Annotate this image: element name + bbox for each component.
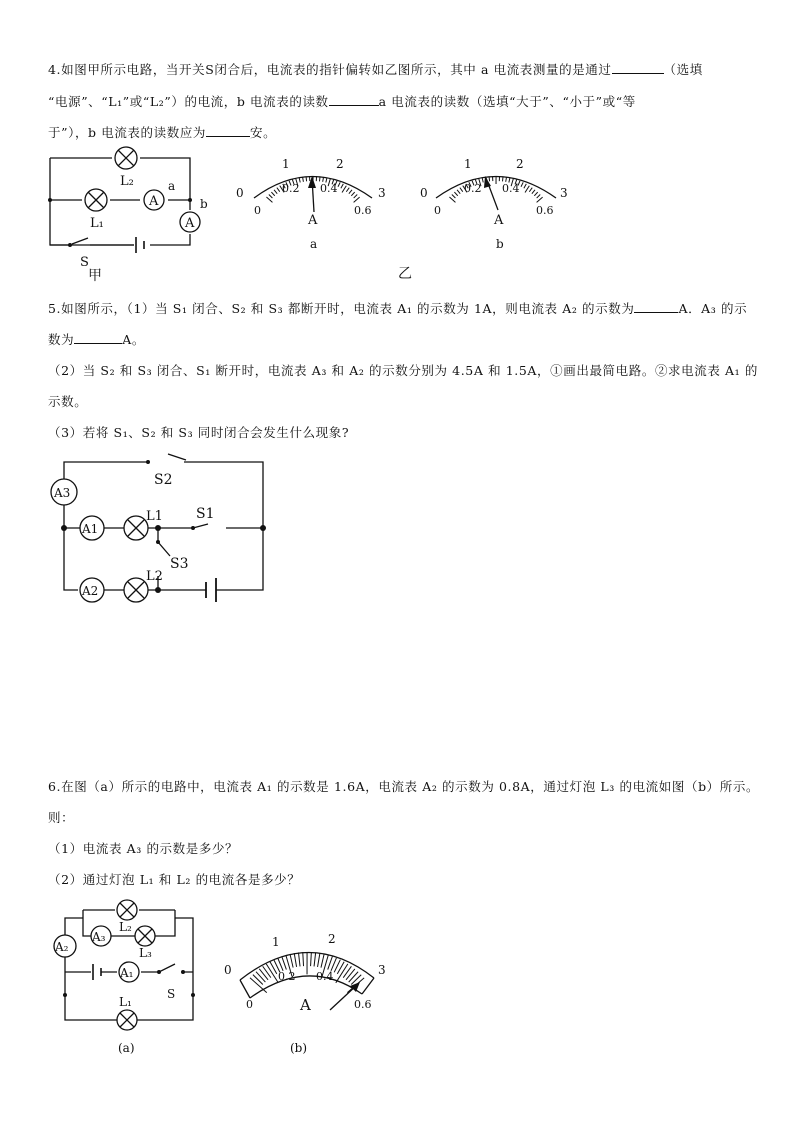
tick-outer-1: 1 bbox=[464, 157, 472, 171]
scale-tick bbox=[343, 966, 351, 977]
scale-tick bbox=[328, 956, 333, 969]
q4-meter-a bbox=[232, 150, 386, 255]
switch-s2-label: S2 bbox=[154, 472, 173, 488]
q5-text-1a: 5.如图所示，（1）当 S₁ 闭合、S₂ 和 S₃ 都断开时，电流表 A₁ 的示数为 1A，则电流表 A₂ 的示数为 bbox=[48, 301, 635, 316]
scale-tick bbox=[290, 954, 293, 968]
scale-tick bbox=[351, 192, 354, 196]
battery-icon bbox=[206, 578, 216, 602]
scale-tick bbox=[346, 969, 355, 980]
fig-yi-caption: 乙 bbox=[398, 266, 412, 282]
meter-a-unit: A bbox=[308, 213, 318, 228]
ammeter-a3-label: A3 bbox=[54, 486, 71, 500]
tick-inner-0: 0 bbox=[254, 204, 261, 217]
switch-s1-label: S1 bbox=[196, 506, 215, 522]
tick-inner-0: 0 bbox=[246, 998, 253, 1011]
meter-a-caption: a bbox=[310, 237, 318, 251]
lamp-l2-label: L₂ bbox=[120, 174, 134, 189]
tick-outer-2: 2 bbox=[516, 157, 524, 171]
scale-tick bbox=[525, 186, 529, 193]
scale-tick bbox=[263, 966, 271, 977]
q5-line-2 bbox=[48, 330, 145, 348]
meter-unit: A bbox=[300, 996, 311, 1014]
scale-tick bbox=[502, 176, 503, 181]
tick-inner-2: 0.4 bbox=[502, 182, 520, 195]
scale-tick bbox=[319, 176, 320, 181]
q4-line-3 bbox=[48, 123, 276, 141]
scale-tick bbox=[532, 190, 535, 194]
scale-tick bbox=[256, 972, 265, 982]
q4-blank-2[interactable] bbox=[329, 93, 379, 106]
tick-inner-0: 0 bbox=[434, 204, 441, 217]
scale-tick bbox=[482, 178, 483, 183]
ammeter-a-symbol: A bbox=[149, 194, 159, 209]
q6-line-2: 则： bbox=[48, 810, 75, 825]
scale-tick bbox=[274, 190, 277, 194]
tick-inner-1: 0.2 bbox=[282, 182, 300, 195]
battery-icon bbox=[93, 964, 101, 980]
tick-outer-0: 0 bbox=[420, 186, 428, 200]
q4-line-2 bbox=[48, 92, 636, 110]
tick-outer-0: 0 bbox=[224, 963, 232, 977]
scale-tick bbox=[314, 952, 316, 966]
scale-tick bbox=[524, 184, 526, 188]
tick-inner-2: 0.4 bbox=[320, 182, 338, 195]
scale-tick bbox=[282, 956, 287, 969]
q4-blank-3[interactable] bbox=[206, 124, 250, 137]
q5-text-2b: A。 bbox=[122, 332, 145, 347]
tick-inner-1: 0.2 bbox=[278, 970, 296, 983]
scale-tick bbox=[354, 195, 358, 199]
ammeter-a1-label: A1 bbox=[82, 522, 99, 536]
q4-text-2b: a 电流表的读数（选填“大于”、“小于”或“等 bbox=[378, 94, 636, 109]
fig-jia-caption: 甲 bbox=[88, 268, 102, 284]
q5-line-4: 示数。 bbox=[48, 394, 88, 409]
ammeter-a-label: a bbox=[168, 179, 176, 193]
scale-tick bbox=[269, 194, 273, 198]
q5-line-3: （2）当 S₂ 和 S₃ 闭合、S₁ 断开时，电流表 A₃ 和 A₂ 的示数分别为 4.5A 和 1.5A，①画出最简电路。②求电流表 A₁ 的 bbox=[48, 363, 758, 378]
q6-line-4: （2）通过灯泡 L₁ 和 L₂ 的电流各是多少？ bbox=[48, 872, 301, 887]
tick-inner-3: 0.6 bbox=[354, 998, 372, 1011]
q6-line-3: （1）电流表 A₃ 的示数是多少？ bbox=[48, 841, 239, 856]
scale-tick bbox=[534, 192, 537, 196]
lamp-icon bbox=[135, 926, 155, 946]
switch-icon bbox=[50, 238, 134, 247]
scale-tick bbox=[271, 192, 274, 196]
tick-outer-1: 1 bbox=[282, 157, 290, 171]
scale-tick bbox=[306, 176, 307, 181]
ammeter-a2-label: A₂ bbox=[55, 940, 69, 954]
scale-tick bbox=[346, 188, 349, 192]
q5-blank-2[interactable] bbox=[74, 331, 122, 344]
q4-text-3a: 于”），b 电流表的读数应为 bbox=[48, 125, 207, 140]
lamp-icon bbox=[117, 900, 137, 920]
tick-outer-3: 3 bbox=[560, 186, 568, 200]
tick-outer-2: 2 bbox=[336, 157, 344, 171]
q5-text-1b: A．A₃ 的示 bbox=[678, 301, 748, 316]
scale-tick bbox=[311, 952, 312, 966]
scale-tick bbox=[318, 953, 320, 967]
tick-inner-3: 0.6 bbox=[536, 204, 554, 217]
scale-tick bbox=[457, 190, 460, 194]
q4-text-3b: 安。 bbox=[250, 125, 277, 140]
q4-blank-1[interactable] bbox=[612, 61, 664, 74]
lamp-icon bbox=[85, 189, 107, 211]
lamp-l3-label: L₃ bbox=[139, 946, 152, 960]
battery-icon bbox=[136, 237, 144, 253]
ammeter-b-label: b bbox=[200, 197, 208, 211]
ammeter-a1-label: A₁ bbox=[120, 966, 134, 980]
q5-text-2a: 数为 bbox=[48, 332, 75, 347]
tick-inner-2: 0.4 bbox=[316, 970, 334, 983]
scale-tick bbox=[298, 952, 300, 966]
tick-outer-1: 1 bbox=[272, 935, 280, 949]
q4-meter-b bbox=[418, 150, 568, 255]
q4-text-1b: （选填 bbox=[663, 62, 703, 77]
ammeter-a2-label: A2 bbox=[82, 584, 99, 598]
scale-tick bbox=[294, 953, 296, 967]
q5-blank-1[interactable] bbox=[634, 300, 678, 313]
scale-tick bbox=[521, 182, 523, 186]
q4-text-1a: 4.如图甲所示电路，当开关S闭合后，电流表的指针偏转如乙图所示，其中 a 电流表测量的是通过 bbox=[48, 62, 612, 77]
tick-outer-2: 2 bbox=[328, 932, 336, 946]
scale-tick bbox=[529, 188, 532, 192]
q4-circuit-jia bbox=[40, 140, 220, 285]
q6-meter-b bbox=[218, 928, 393, 1018]
scale-tick bbox=[277, 188, 280, 192]
switch-label: S bbox=[167, 987, 176, 1001]
scale-tick bbox=[460, 188, 463, 192]
ammeter-a3-label: A₃ bbox=[92, 930, 106, 944]
scale-tick bbox=[454, 192, 457, 196]
lamp-icon bbox=[117, 1010, 137, 1030]
meter-b-unit: A bbox=[494, 213, 504, 228]
q5-line-5: （3）若将 S₁、S₂ 和 S₃ 同时闭合会发生什么现象? bbox=[48, 425, 350, 440]
q4-text-2a: “电源”、“L₁”或“L₂”）的电流，b 电流表的读数 bbox=[48, 94, 329, 109]
scale-tick bbox=[338, 182, 340, 186]
meter-scale bbox=[240, 952, 374, 998]
tick-outer-3: 3 bbox=[378, 186, 386, 200]
meter-b-caption: b bbox=[496, 237, 504, 251]
lamp-l2-label: L2 bbox=[146, 569, 163, 584]
scale-tick bbox=[537, 195, 541, 199]
switch-s3-label: S3 bbox=[170, 556, 189, 572]
lamp-l1-label: L₁ bbox=[119, 995, 132, 1009]
q6-circuit-a bbox=[45, 890, 205, 1030]
scale-tick bbox=[452, 194, 456, 198]
scale-tick bbox=[321, 954, 324, 968]
tick-outer-0: 0 bbox=[236, 186, 244, 200]
q4-line-1 bbox=[48, 60, 703, 78]
scale-tick bbox=[303, 952, 304, 966]
lamp-icon bbox=[124, 578, 148, 602]
tick-outer-3: 3 bbox=[378, 963, 386, 977]
lamp-icon bbox=[124, 516, 148, 540]
fig-a-caption: (a) bbox=[118, 1041, 135, 1055]
scale-tick bbox=[341, 184, 343, 188]
tick-inner-3: 0.6 bbox=[354, 204, 372, 217]
scale-tick bbox=[489, 176, 490, 181]
ammeter-b-symbol: A bbox=[185, 216, 195, 231]
fig-b-caption: (b) bbox=[290, 1041, 308, 1055]
lamp-icon bbox=[115, 147, 137, 169]
scale-tick bbox=[351, 975, 361, 985]
lamp-l1-label: L1 bbox=[146, 509, 163, 524]
q6-line-1: 6.在图（a）所示的电路中，电流表 A₁ 的示数是 1.6A，电流表 A₂ 的示数为 0.8A，通过灯泡 L₃ 的电流如图（b）所示。 bbox=[48, 779, 760, 794]
scale-tick bbox=[349, 190, 352, 194]
scale-tick bbox=[253, 975, 263, 985]
scale-tick bbox=[259, 969, 268, 980]
scale-tick bbox=[349, 972, 358, 982]
q5-circuit bbox=[48, 450, 273, 610]
needle-icon bbox=[308, 176, 316, 212]
tick-inner-1: 0.2 bbox=[464, 182, 482, 195]
lamp-l2-label: L₂ bbox=[119, 920, 132, 934]
lamp-l1-label: L₁ bbox=[90, 216, 104, 231]
meter-scale bbox=[436, 176, 556, 202]
q5-line-1 bbox=[48, 299, 747, 317]
switch-label: S bbox=[80, 255, 89, 270]
scale-tick bbox=[342, 186, 346, 193]
